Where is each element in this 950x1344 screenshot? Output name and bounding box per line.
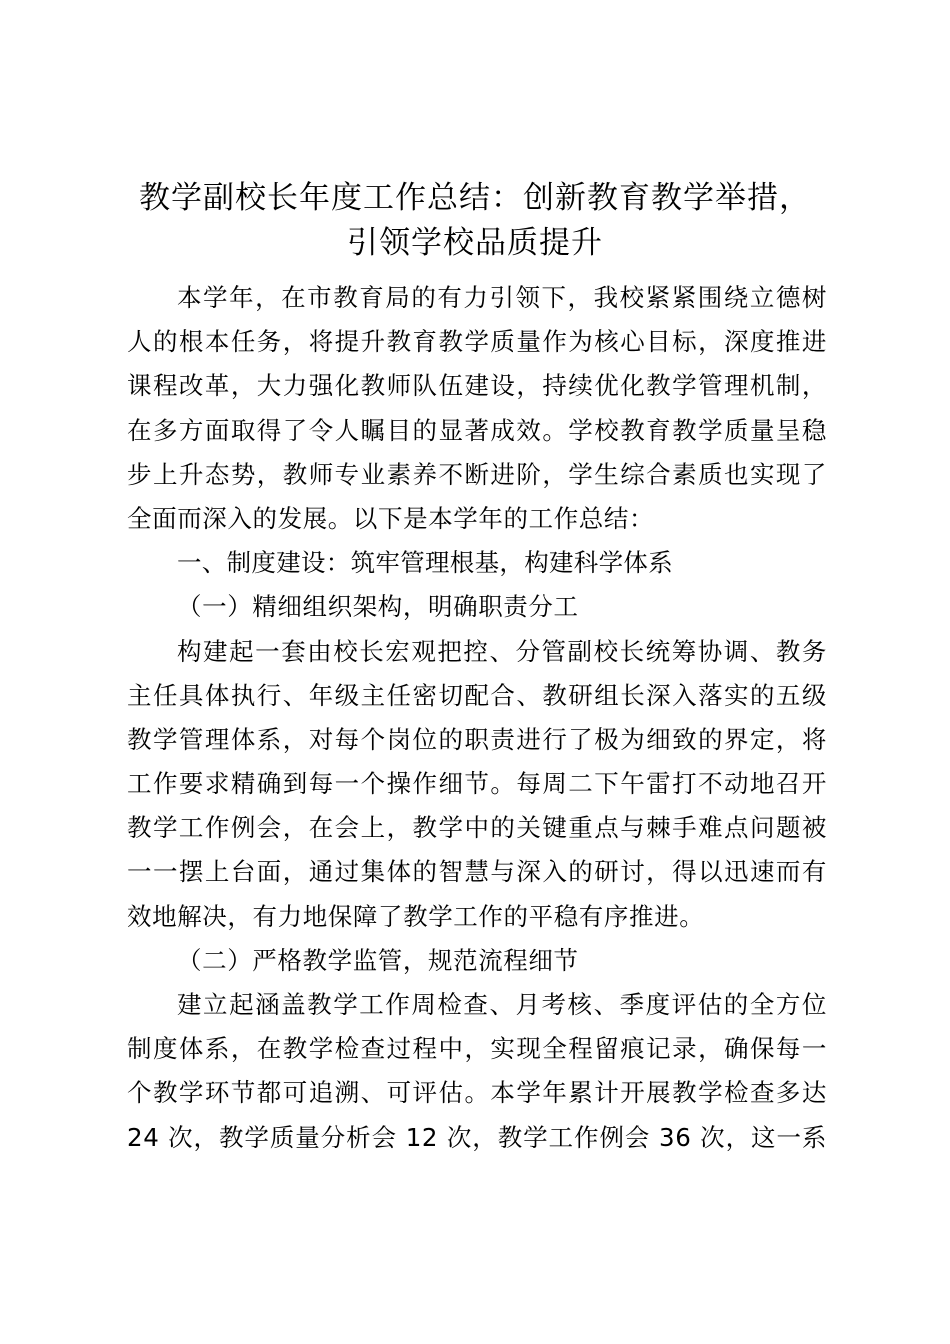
intro-paragraph-line: 在多方面取得了令人瞩目的显著成效。学校教育教学质量呈稳	[127, 415, 827, 445]
document-title-line-1: 教学副校长年度工作总结：创新教育教学举措，	[139, 180, 811, 216]
intro-paragraph-line: 步上升态势，教师专业素养不断进阶，学生综合素质也实现了	[127, 459, 827, 489]
intro-paragraph-line: 课程改革，大力强化教师队伍建设，持续优化教学管理机制，	[127, 371, 827, 401]
subsection1-paragraph-line: 工作要求精确到每一个操作细节。每周二下午雷打不动地召开	[127, 769, 827, 799]
document-body	[127, 276, 827, 1160]
subsection1-paragraph-line: 主任具体执行、年级主任密切配合、教研组长深入落实的五级	[127, 680, 827, 710]
subsection-heading-1: （一）精细组织架构，明确职责分工	[177, 592, 579, 622]
section-heading-1: 一、制度建设：筑牢管理根基，构建科学体系	[177, 548, 673, 578]
subsection2-paragraph-line: 个教学环节都可追溯、可评估。本学年累计开展教学检查多达	[127, 1078, 827, 1108]
subsection2-paragraph-line: 建立起涵盖教学工作周检查、月考核、季度评估的全方位	[177, 990, 827, 1019]
subsection2-paragraph-line: 24 次，教学质量分析会 12 次，教学工作例会 36 次，这一系	[127, 1122, 827, 1152]
intro-paragraph-line: 本学年，在市教育局的有力引领下，我校紧紧围绕立德树	[177, 283, 827, 312]
subsection1-paragraph-line: 一一摆上台面，通过集体的智慧与深入的研讨，得以迅速而有	[127, 857, 827, 887]
intro-paragraph-line: 全面而深入的发展。以下是本学年的工作总结：	[127, 503, 655, 533]
subsection1-paragraph-line: 教学管理体系，对每个岗位的职责进行了极为细致的界定，将	[127, 724, 827, 754]
intro-paragraph-line: 人的根本任务，将提升教育教学质量作为核心目标，深度推进	[127, 327, 827, 357]
subsection1-paragraph-line: 构建起一套由校长宏观把控、分管副校长统筹协调、教务	[177, 636, 827, 666]
subsection-heading-2: （二）严格教学监管，规范流程细节	[177, 945, 579, 975]
subsection1-paragraph-line: 效地解决，有力地保障了教学工作的平稳有序推进。	[127, 901, 705, 931]
subsection1-paragraph-line: 教学工作例会，在会上，教学中的关键重点与棘手难点问题被	[127, 813, 827, 843]
subsection2-paragraph-line: 制度体系，在教学检查过程中，实现全程留痕记录，确保每一	[127, 1034, 827, 1064]
document-title-line-2: 引领学校品质提升	[347, 225, 603, 261]
